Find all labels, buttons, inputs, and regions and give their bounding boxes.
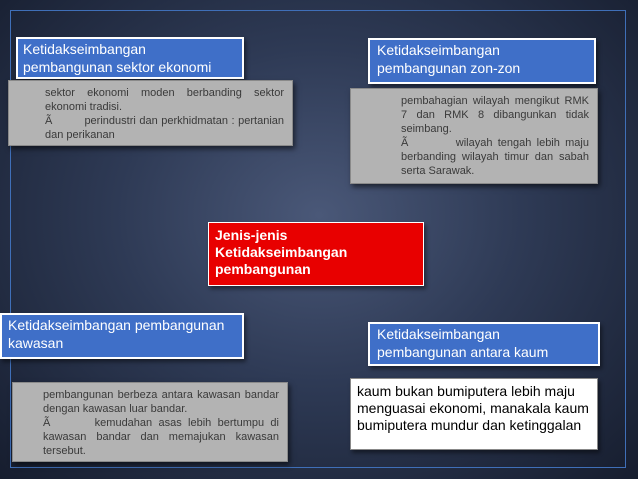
sektor-line-2: Ã perindustri dan perkhidmatan : pertanian dan perikanan <box>45 115 284 141</box>
sektor-line-1: sektor ekonomi moden berbanding sektor ekonomi tradisi. <box>45 87 284 113</box>
zon-line-2: Ã wilayah tengah lebih maju berbanding wilayah timur dan sabah serta Sarawak. <box>401 137 589 177</box>
zon-heading-box <box>368 38 596 84</box>
kaum-heading-box <box>368 322 600 366</box>
sektor-heading-box <box>16 37 244 79</box>
center-title: Jenis-jenis Ketidakseimbangan pembangunan <box>215 227 348 277</box>
zon-line-1: pembahagian wilayah mengikut RMK 7 dan RMK 8 dibangunkan tidak seimbang. <box>401 95 589 135</box>
kawasan-line-2: Ã kemudahan asas lebih bertumpu di kawasan bandar dan memajukan kawasan tersebut. <box>43 417 279 457</box>
kawasan-detail-box <box>12 382 288 462</box>
zon-heading: Ketidakseimbangan pembangunan zon-zon <box>377 42 521 76</box>
sektor-heading: Ketidakseimbangan pembangunan sektor ekonomi <box>23 41 212 75</box>
kaum-detail-box <box>350 378 598 450</box>
kawasan-heading: Ketidakseimbangan pembangunan kawasan <box>8 317 225 351</box>
kaum-text: kaum bukan bumiputera lebih maju menguasai ekonomi, manakala kaum bumiputera mundur dan ketinggalan <box>357 383 589 433</box>
center-title-box <box>208 222 424 286</box>
kawasan-heading-box <box>0 313 244 359</box>
zon-detail-box <box>350 88 598 184</box>
sektor-detail-box <box>8 80 293 146</box>
kaum-heading: Ketidakseimbangan pembangunan antara kaum <box>377 326 549 360</box>
kawasan-line-1: pembangunan berbeza antara kawasan bandar dengan kawasan luar bandar. <box>43 389 279 415</box>
